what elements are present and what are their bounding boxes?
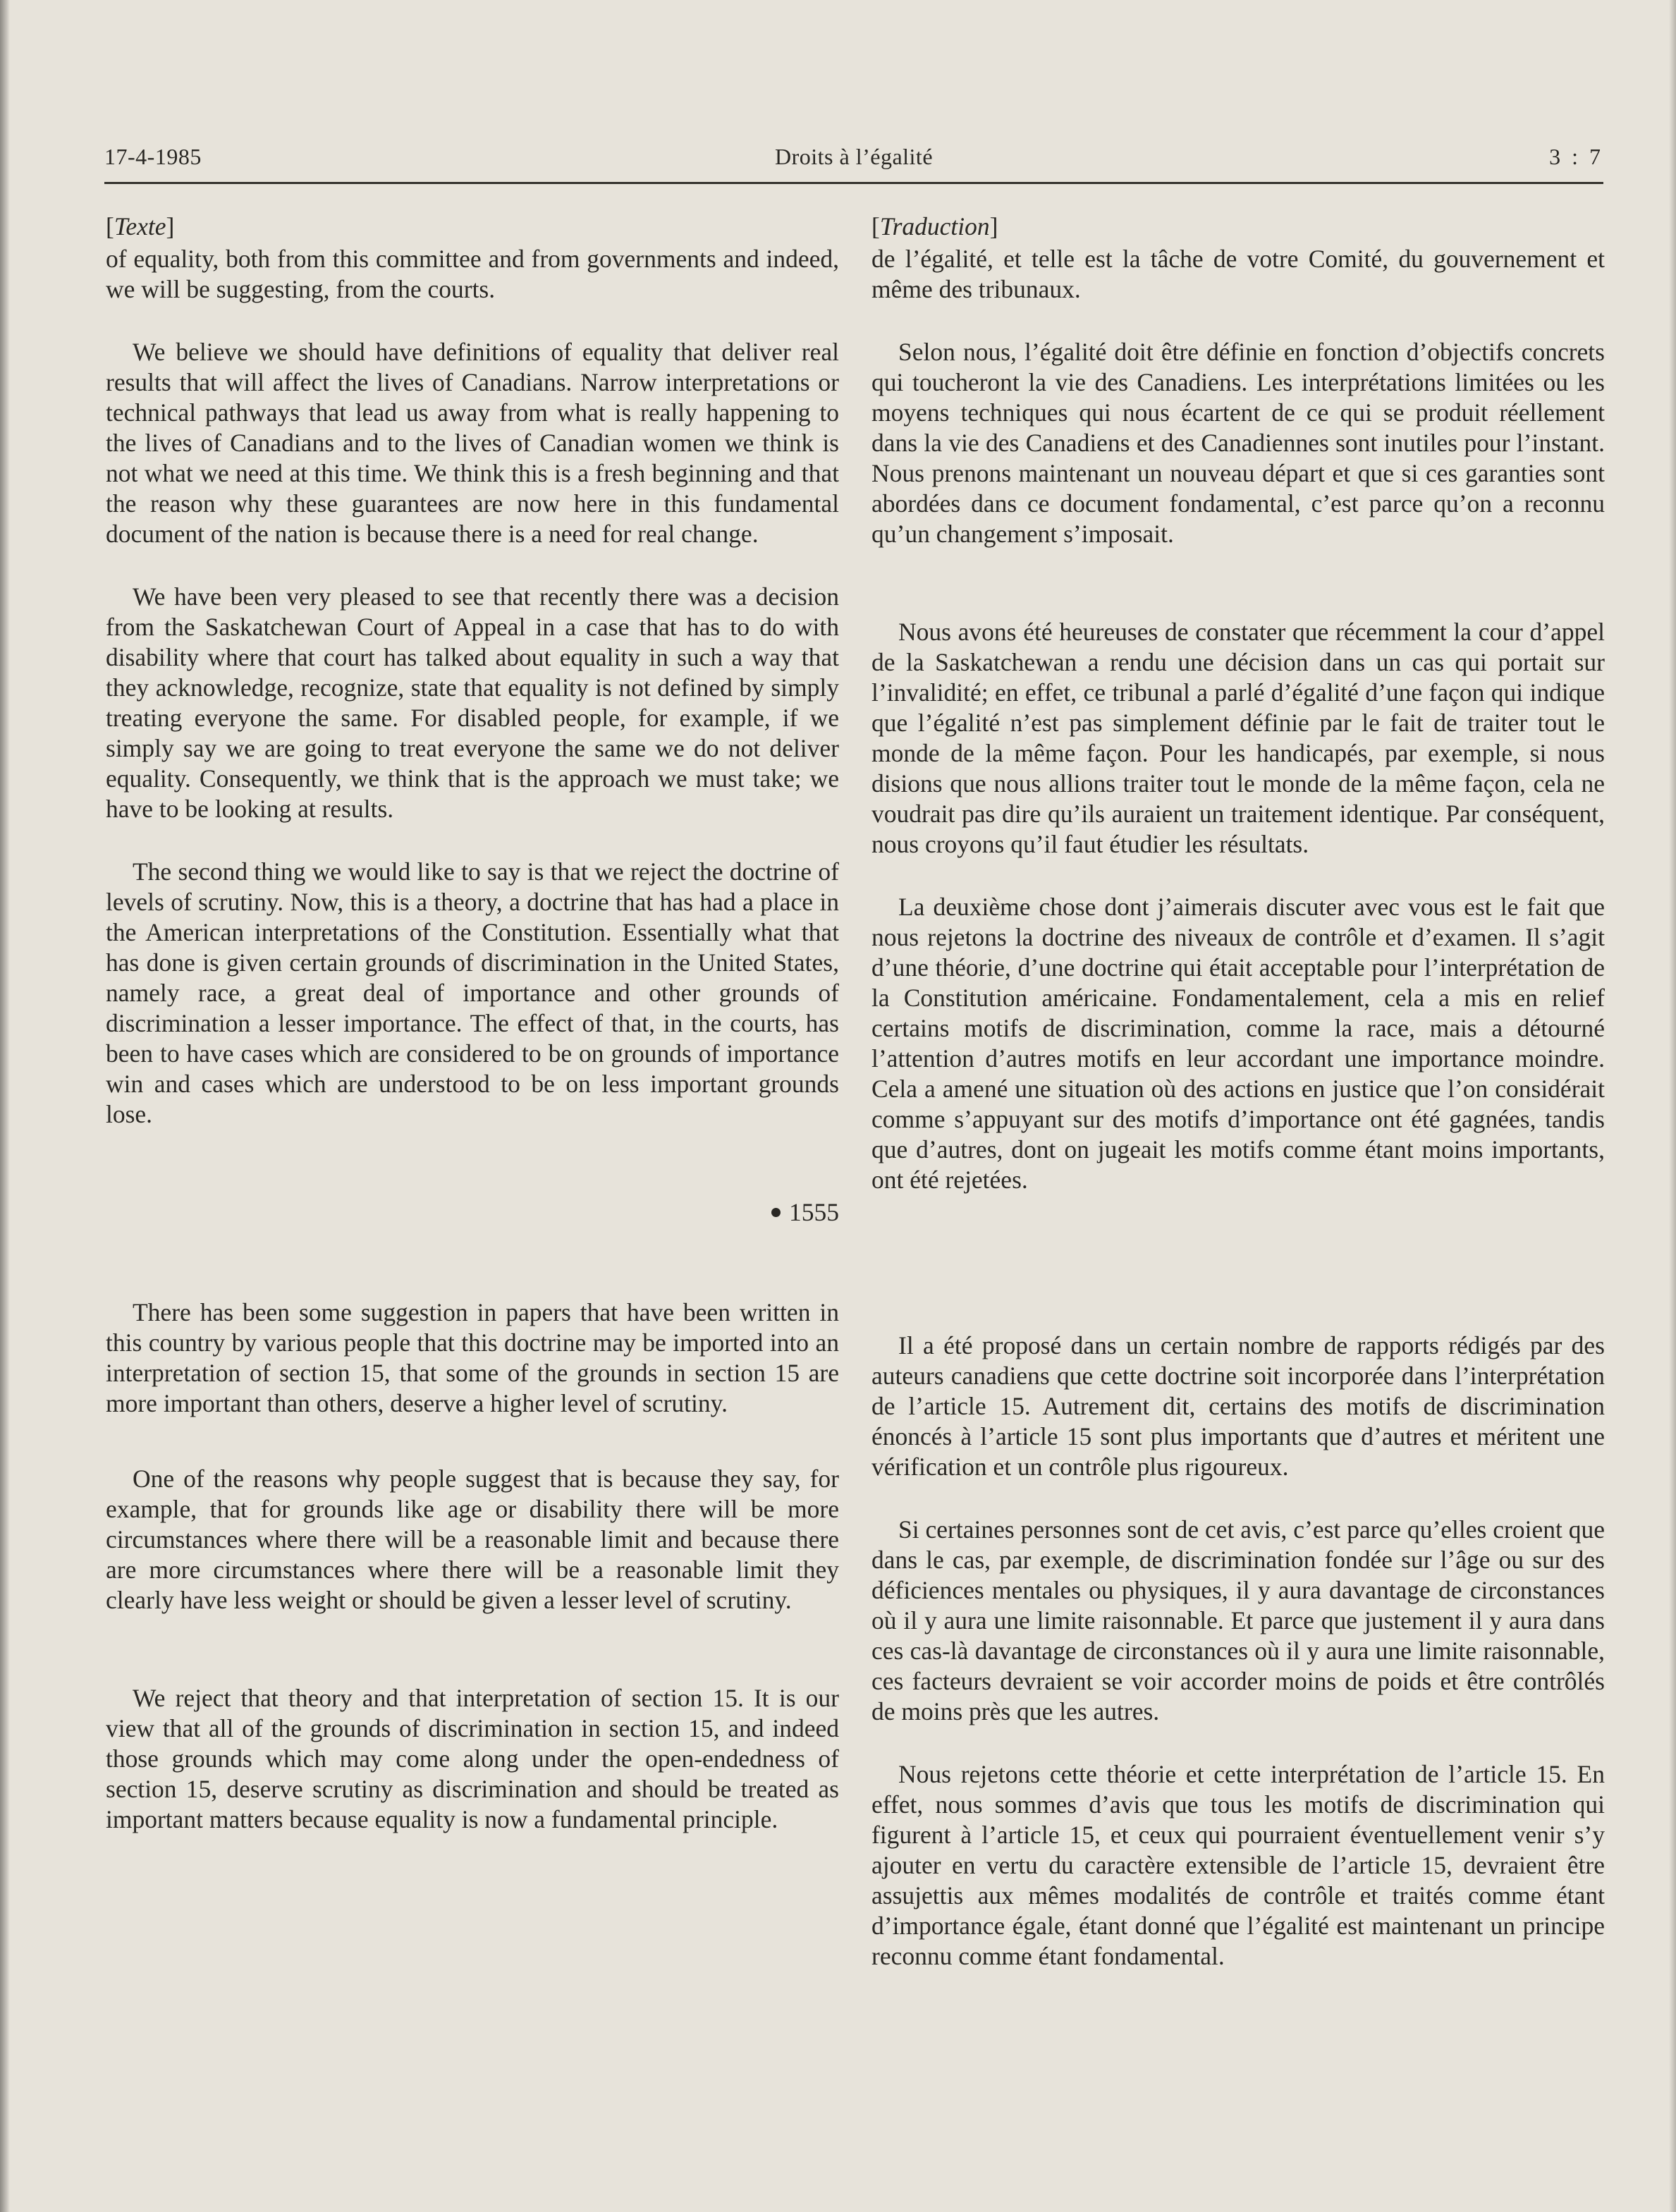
bullet-dot-icon <box>771 1208 781 1217</box>
time-marker-text: 1555 <box>789 1198 839 1226</box>
time-marker <box>106 1197 839 1230</box>
right-paragraph-1: de l’égalité, et telle est la tâche de votre Comité, du gouvernement et même des tribunaux. <box>871 245 1605 303</box>
left-paragraph-7: We reject that theory and that interpretation of section 15. It is our view that all of the grounds of discrimination in section 15, and indeed those grounds which may come along under the open-endedness of section 15, deserve scrutiny as discrimination and should be treated as important matters because equality is now a fundamental principle. <box>106 1684 839 1833</box>
right-paragraph-2: Selon nous, l’égalité doit être définie en fonction d’objectifs concrets qui toucheront la vie des Canadiens. Les interprétations limitées ou les moyens techniques qui nous écartent de ce qui se produit réellement dans la vie des Canadiens et des Canadiennes sont inutiles pour l’instant. Nous prenons maintenant un nouveau départ et que si ces garanties sont abordées dans ce document fondamental, c’est parce qu’on a reconnu qu’un changement s’imposait. <box>871 338 1605 548</box>
right-column-french <box>871 212 1605 1972</box>
header-page-number: 3 : 7 <box>1549 144 1603 169</box>
left-paragraph-5: There has been some suggestion in papers that have been written in this country by various people that this doctrine may be imported into an interpretation of section 15, that some of the grounds in section 15 are more important than others, deserve a higher level of scrutiny. <box>106 1298 839 1417</box>
right-paragraph-5: Il a été proposé dans un certain nombre de rapports rédigés par des auteurs canadiens que cette doctrine soit incorporée dans l’interprétation de l’article 15. Autrement dit, certains des motifs de discrimination énoncés à l’article 15 sont plus importants que d’autres et méritent une vérification et un contrôle plus rigoureux. <box>871 1331 1605 1481</box>
left-column-label: [Texte] <box>106 212 175 240</box>
scan-edge-right <box>1669 0 1676 2212</box>
right-paragraph-7: Nous rejetons cette théorie et cette interprétation de l’article 15. En effet, nous sommes d’avis que tous les motifs de discrimination qui figurent à l’article 15, et ceux qui pourraient éventuellement venir s’y ajouter en vertu du caractère extensible de l’article 15, devraient être assujettis aux mêmes modalités de contrôle et traités comme étant d’importance égale, étant donné que l’égalité est maintenant un principe reconnu comme étant fondamental. <box>871 1760 1605 1970</box>
left-paragraph-2: We believe we should have definitions of equality that deliver real results that will affect the lives of Canadians. Narrow interpretations or technical pathways that lead us away from what is really happening to the lives of Canadians and to the lives of Canadian women we think is not what we need at this time. We think this is a fresh beginning and that the reason why these guarantees are now here in this fundamental document of the nation is because there is a need for real change. <box>106 338 839 548</box>
page-header <box>104 144 1603 175</box>
left-column-label-text: Texte <box>114 212 166 240</box>
left-paragraph-1: of equality, both from this committee and from governments and indeed, we will be suggesting, from the courts. <box>106 245 839 303</box>
right-paragraph-3: Nous avons été heureuses de constater que récemment la cour d’appel de la Saskatchewan a rendu une décision dans un cas qui portait sur l’invalidité; en effet, ce tribunal a parlé d’égalité d’une façon qui indique que l’égalité n’est pas simplement définie par le fait de traiter tout le monde de la même façon. Pour les handicapés, par exemple, si nous disions que nous allions traiter tout le monde de la même façon, cela ne voudrait pas dire qu’ils auraient un traitement identique. Par conséquent, nous croyons qu’il faut étudier les résultats. <box>871 618 1605 858</box>
right-column-label-text: Traduction <box>879 212 990 240</box>
right-paragraph-4: La deuxième chose dont j’aimerais discuter avec vous est le fait que nous rejetons la doctrine des niveaux de contrôle et d’examen. Il s’agit d’une théorie, d’une doctrine qui était acceptable pour l’interprétation de la Constitution américaine. Fondamentalement, cela a mis en relief certains motifs de discrimination, comme la race, mais a détourné l’attention d’autres motifs en leur accordant une importance moindre. Cela a amené une situation où des actions en justice que l’on considérait comme s’appuyant sur des motifs d’importance ont été gagnées, tandis que d’autres, dont on jugeait les motifs comme étant moins importants, ont été rejetées. <box>871 893 1605 1194</box>
left-paragraph-4: The second thing we would like to say is that we reject the doctrine of levels of scrutiny. Now, this is a theory, a doctrine that has had a place in the American interpretations of the Constitution. Essentially what that has done is given certain grounds of discrimination in the United States, namely race, a great deal of importance and other grounds of discrimination a lesser importance. The effect of that, in the courts, has been to have cases which are considered to be on grounds of importance win and cases which are understood to be on less important grounds lose. <box>106 857 839 1128</box>
right-paragraph-6: Si certaines personnes sont de cet avis, c’est parce qu’elles croient que dans le cas, par exemple, de discrimination fondée sur l’âge ou sur des déficiences mentales ou physiques, il y aura davantage de circonstances où il y aura une limite raisonnable. Et parce que justement il y aura dans ces cas-là davantage de circonstances où il y aura une limite raisonnable, ces facteurs devraient se voir accorder moins de poids et être contrôlés de moins près que les autres. <box>871 1515 1605 1725</box>
header-date: 17-4-1985 <box>104 144 202 169</box>
left-paragraph-3: We have been very pleased to see that recently there was a decision from the Saskatchewan Court of Appeal in a case that has to do with disability where that court has talked about equality in such a way that they acknowledge, recognize, state that equality is not defined by simply treating everyone the same. For disabled people, for example, if we simply say we are going to treat everyone the same we do not deliver equality. Consequently, we think that is the approach we must take; we have to be looking at results. <box>106 582 839 823</box>
left-paragraph-6: One of the reasons why people suggest that is because they say, for example, that for grounds like age or disability there will be more circumstances where there will be a reasonable limit and because there are more circumstances where there will be a reasonable limit they clearly have less weight or should be given a lesser level of scrutiny. <box>106 1465 839 1614</box>
header-rule <box>104 182 1603 184</box>
right-column-label: [Traduction] <box>871 212 998 240</box>
scan-edge-left <box>0 0 10 2212</box>
left-column-english <box>106 212 839 1835</box>
header-title: Droits à l’égalité <box>774 144 934 169</box>
